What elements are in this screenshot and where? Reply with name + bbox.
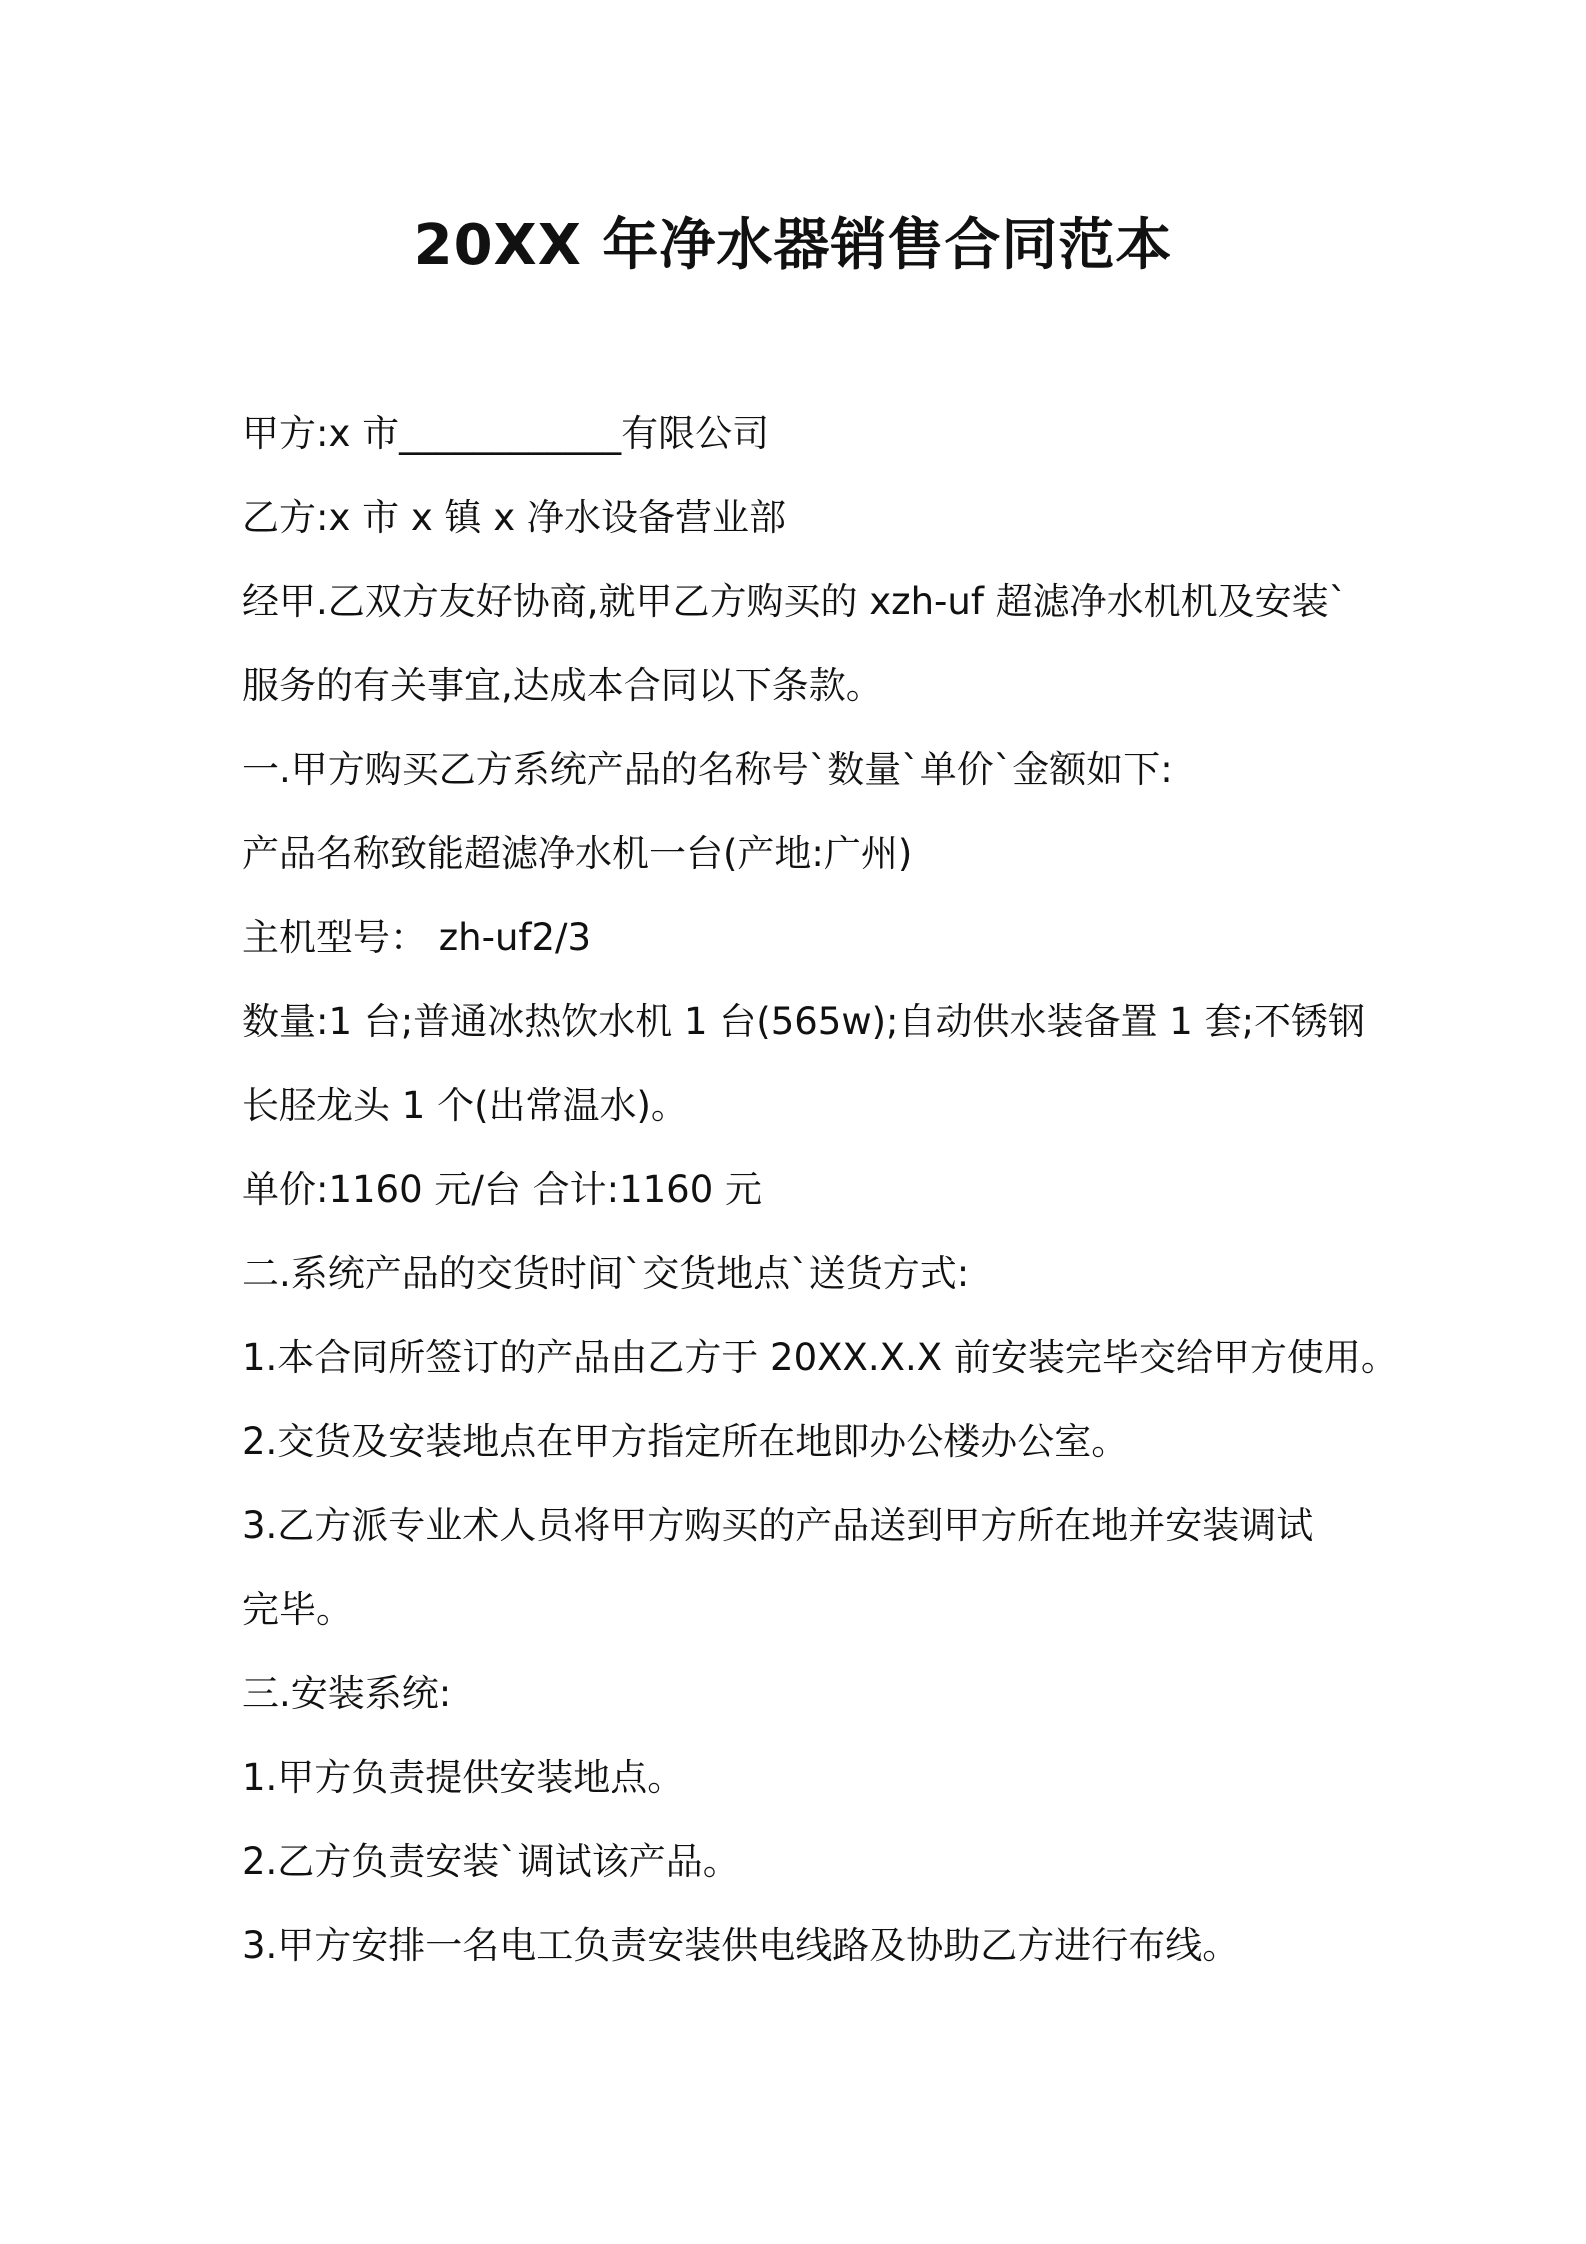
quantity-line-2: 长胫龙头 1 个(出常温水)。 (242, 1084, 688, 1127)
party-a-line: 甲方:x 市____________有限公司 (242, 412, 770, 455)
quantity-line-1: 数量:1 台;普通冰热饮水机 1 台(565w);自动供水装备置 1 套;不锈钢 (242, 1000, 1366, 1043)
section-3-item-1: 1.甲方负责提供安装地点。 (242, 1756, 685, 1799)
product-name-line: 产品名称致能超滤净水机一台(产地:广州) (242, 832, 913, 875)
preamble-line-2: 服务的有关事宜,达成本合同以下条款。 (242, 664, 883, 707)
section-2-item-1: 1.本合同所签订的产品由乙方于 20XX.X.X 前安装完毕交给甲方使用。 (242, 1336, 1398, 1379)
party-b-line: 乙方:x 市 x 镇 x 净水设备营业部 (242, 496, 786, 539)
preamble-line-1: 经甲.乙双方友好协商,就甲乙方购买的 xzh-uf 超滤净水机机及安装` (242, 580, 1348, 623)
section-3-item-2: 2.乙方负责安装`调试该产品。 (242, 1840, 740, 1883)
section-2-item-3-line-2: 完毕。 (242, 1588, 353, 1631)
model-line: 主机型号： zh-uf2/3 (242, 916, 592, 959)
section-2-heading: 二.系统产品的交货时间`交货地点`送货方式: (242, 1252, 970, 1295)
price-line: 单价:1160 元/台 合计:1160 元 (242, 1168, 763, 1211)
section-1-heading: 一.甲方购买乙方系统产品的名称号`数量`单价`金额如下: (242, 748, 1173, 791)
document-title: 20XX 年净水器销售合同范本 (413, 213, 1173, 278)
section-3-heading: 三.安装系统: (242, 1672, 452, 1715)
section-2-item-2: 2.交货及安装地点在甲方指定所在地即办公楼办公室。 (242, 1420, 1129, 1463)
section-3-item-3: 3.甲方安排一名电工负责安装供电线路及协助乙方进行布线。 (242, 1924, 1240, 1967)
section-2-item-3-line-1: 3.乙方派专业术人员将甲方购买的产品送到甲方所在地并安装调试 (242, 1504, 1314, 1547)
